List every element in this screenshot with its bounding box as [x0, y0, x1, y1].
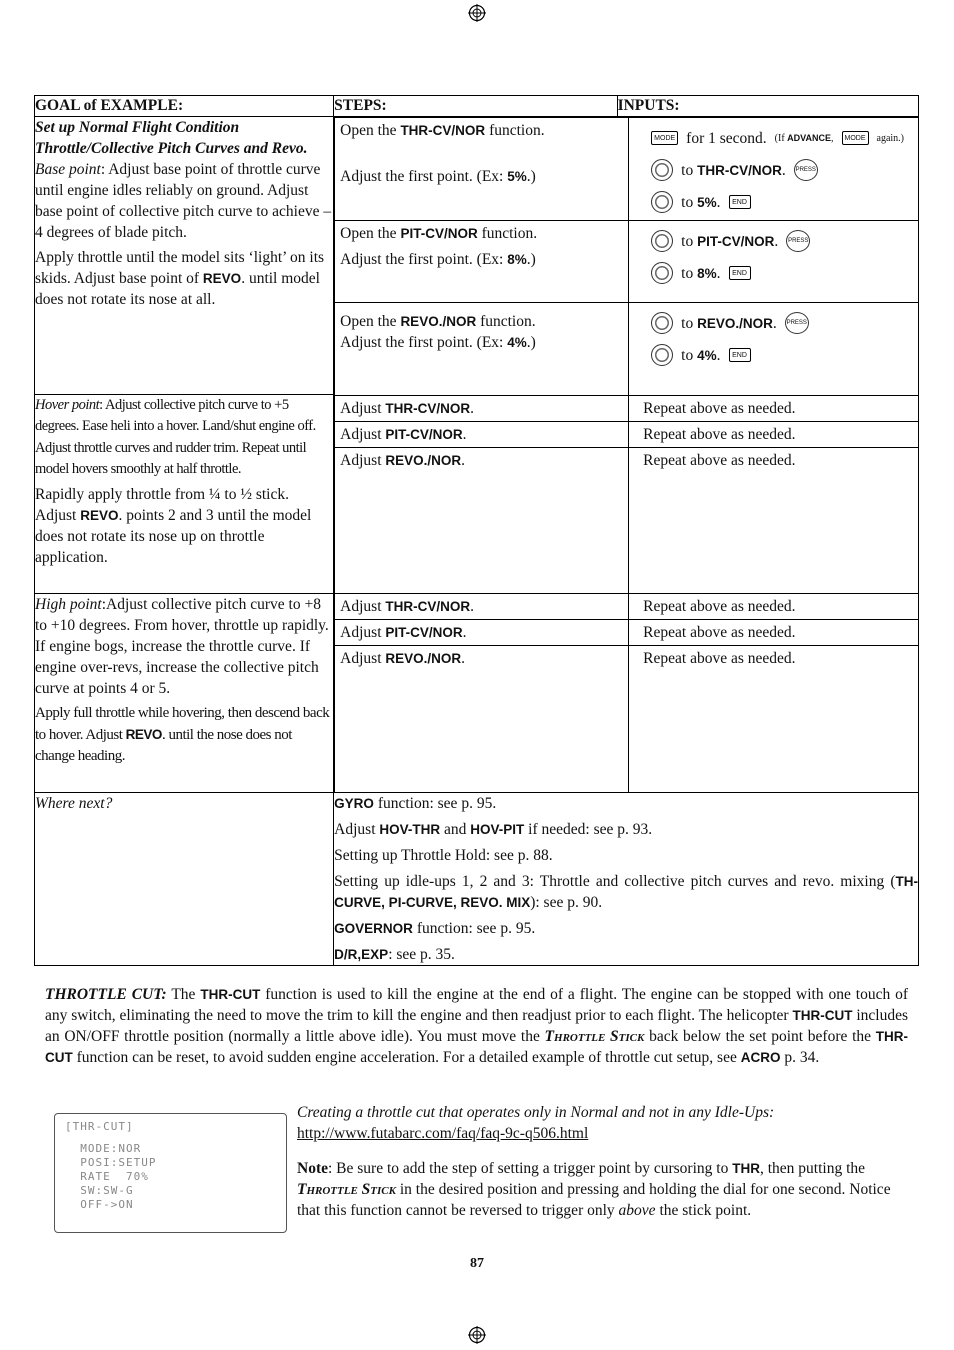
where-next-label: Where next? [35, 792, 334, 965]
steps-subtable [334, 593, 918, 792]
mode-key-icon: MODE [651, 131, 678, 145]
dial-icon [651, 230, 673, 252]
inputs-header: INPUTS: [617, 96, 918, 117]
dial-icon [651, 191, 673, 213]
press-dial-icon: PRESS [794, 159, 818, 181]
dial-icon [651, 262, 673, 284]
lcd-screen-image: [THR-CUT] MODE:NOR POSI:SETUP RATE 70% SW:SW-G OFF->ON [54, 1113, 287, 1233]
table-row: Adjust THR-CV/NOR. Repeat above as needed. [335, 594, 918, 620]
step-cell: Open the REVO./NOR function. Adjust the first point. (Ex: 4%.) [335, 303, 629, 395]
dial-icon [651, 312, 673, 334]
faq-link[interactable]: http://www.futabarc.com/faq/faq-9c-q506.html [297, 1125, 589, 1142]
mode-key-icon: MODE [842, 131, 869, 145]
note-block: Creating a throttle cut that operates only in Normal and not in any Idle-Ups: http://www.futabarc.com/faq/faq-9c-q506.html Note: Be sure to add the step of setting a trigger point by cursoring to THR, then putting the Throttle Stick in the desired position and pressing and holding the dial for one second. Notice that this function cannot be reversed to trigger only above the stick point. [297, 1104, 891, 1219]
goal-cell [35, 593, 334, 792]
goal-header: GOAL of EXAMPLE: [35, 96, 334, 117]
table-row: Adjust PIT-CV/NOR. Repeat above as needed. [335, 421, 918, 447]
table-row [35, 593, 919, 792]
input-cell: to PIT-CV/NOR. PRESS to 8%. END [629, 221, 918, 303]
end-key-icon: END [729, 348, 751, 362]
input-cell: Repeat above as needed. [629, 594, 918, 620]
example-table [34, 95, 919, 966]
table-row: Adjust PIT-CV/NOR. Repeat above as needed. [335, 620, 918, 646]
goal-cell [35, 395, 334, 594]
apply-throttle-text: Apply throttle until the model sits ‘light’ on its skids. Adjust base point of REVO. until model does not rotate its nose at all. [35, 249, 325, 308]
registration-mark-icon [468, 4, 486, 22]
full-throttle-text: Apply full throttle while hovering, then descend back to hover. Adjust REVO. until the nose does not change heading. [35, 704, 330, 765]
end-key-icon: END [729, 266, 751, 280]
base-point-text: Base point: Adjust base point of throttle curve until engine idles reliably on ground. Adjust base point of collective pitch curve to achieve –4 degrees of blade pitch. [35, 161, 332, 241]
table-row [35, 792, 919, 965]
table-row [335, 303, 918, 395]
steps-subtable [334, 395, 918, 594]
input-cell: Repeat above as needed. [629, 421, 918, 447]
dial-icon [651, 344, 673, 366]
input-cell: Repeat above as needed. [629, 646, 918, 792]
press-dial-icon: PRESS [785, 312, 809, 334]
input-cell: Repeat above as needed. [629, 395, 918, 421]
throttle-cut-paragraph: THROTTLE CUT: The THR-CUT function is used to kill the engine at the end of a flight. The engine can be stopped with one touch of any switch, eliminating the need to move the trim to kill the engine and then readjust prior to each flight. The helicopter THR-CUT includes an ON/OFF throttle position (normally a little above idle). You must move the Throttle Stick back below the set point before the THR-CUT function can be reset, to avoid sudden engine acceleration. For a detailed example of throttle cut setup, see ACRO p. 34. [45, 986, 909, 1066]
steps-header: STEPS: [334, 96, 617, 117]
goal-title: Set up Normal Flight Condition Throttle/Collective Pitch Curves and Revo. [35, 119, 308, 157]
table-row: Adjust REVO./NOR. Repeat above as needed. [335, 646, 918, 792]
high-point-text: High point:Adjust collective pitch curve to +8 to +10 degrees. From hover, throttle up rapidly. If engine bogs, increase the throttle curve. If engine over-revs, increase the collective pitch curve at points 4 or 5. [35, 595, 329, 697]
table-row [35, 395, 919, 594]
end-key-icon: END [729, 195, 751, 209]
table-row: Adjust THR-CV/NOR. Repeat above as needed. [335, 395, 918, 421]
input-cell: MODE for 1 second. (If ADVANCE, MODE again.) to THR-CV/NOR. PRESS to 5%. END [629, 118, 918, 221]
where-next-cell: GYRO function: see p. 95. Adjust HOV-THR and HOV-PIT if needed: see p. 93. Setting up Throttle Hold: see p. 88. Setting up idle-ups 1, 2 and 3: Throttle and collective pitch curves and revo. mixing (TH-CURVE, PI-CURVE, REVO. MIX): see p. 90. GOVERNOR function: see p. 95. D/R,EXP: see p. 35. [334, 792, 919, 965]
note-italic-text: Creating a throttle cut that operates only in Normal and not in any Idle-Ups: [297, 1104, 775, 1121]
registration-mark-icon [468, 1326, 486, 1344]
press-dial-icon: PRESS [786, 230, 810, 252]
table-row: Adjust REVO./NOR. Repeat above as needed. [335, 447, 918, 593]
goal-cell [35, 117, 334, 395]
table-header-row [35, 96, 919, 117]
step-cell: Open the THR-CV/NOR function. Adjust the first point. (Ex: 5%.) [335, 118, 629, 221]
input-cell: to REVO./NOR. PRESS to 4%. END [629, 303, 918, 395]
dial-icon [651, 159, 673, 181]
table-row [35, 117, 919, 395]
input-cell: Repeat above as needed. [629, 620, 918, 646]
table-row [335, 118, 918, 221]
hover-point-text: Hover point: Adjust collective pitch curve to +5 degrees. Ease heli into a hover. Land/shut engine off. Adjust throttle curves and rudder trim. Repeat until model hovers smoothly at half throttle. [35, 397, 316, 477]
page-number: 87 [470, 1256, 484, 1271]
input-cell: Repeat above as needed. [629, 447, 918, 593]
step-cell: Open the PIT-CV/NOR function. Adjust the first point. (Ex: 8%.) [335, 221, 629, 303]
rapid-throttle-text: Rapidly apply throttle from ¼ to ½ stick. Adjust REVO. points 2 and 3 until the model does not rotate its nose up on throttle application. [35, 486, 312, 567]
steps-subtable [334, 117, 918, 395]
table-row [335, 221, 918, 303]
